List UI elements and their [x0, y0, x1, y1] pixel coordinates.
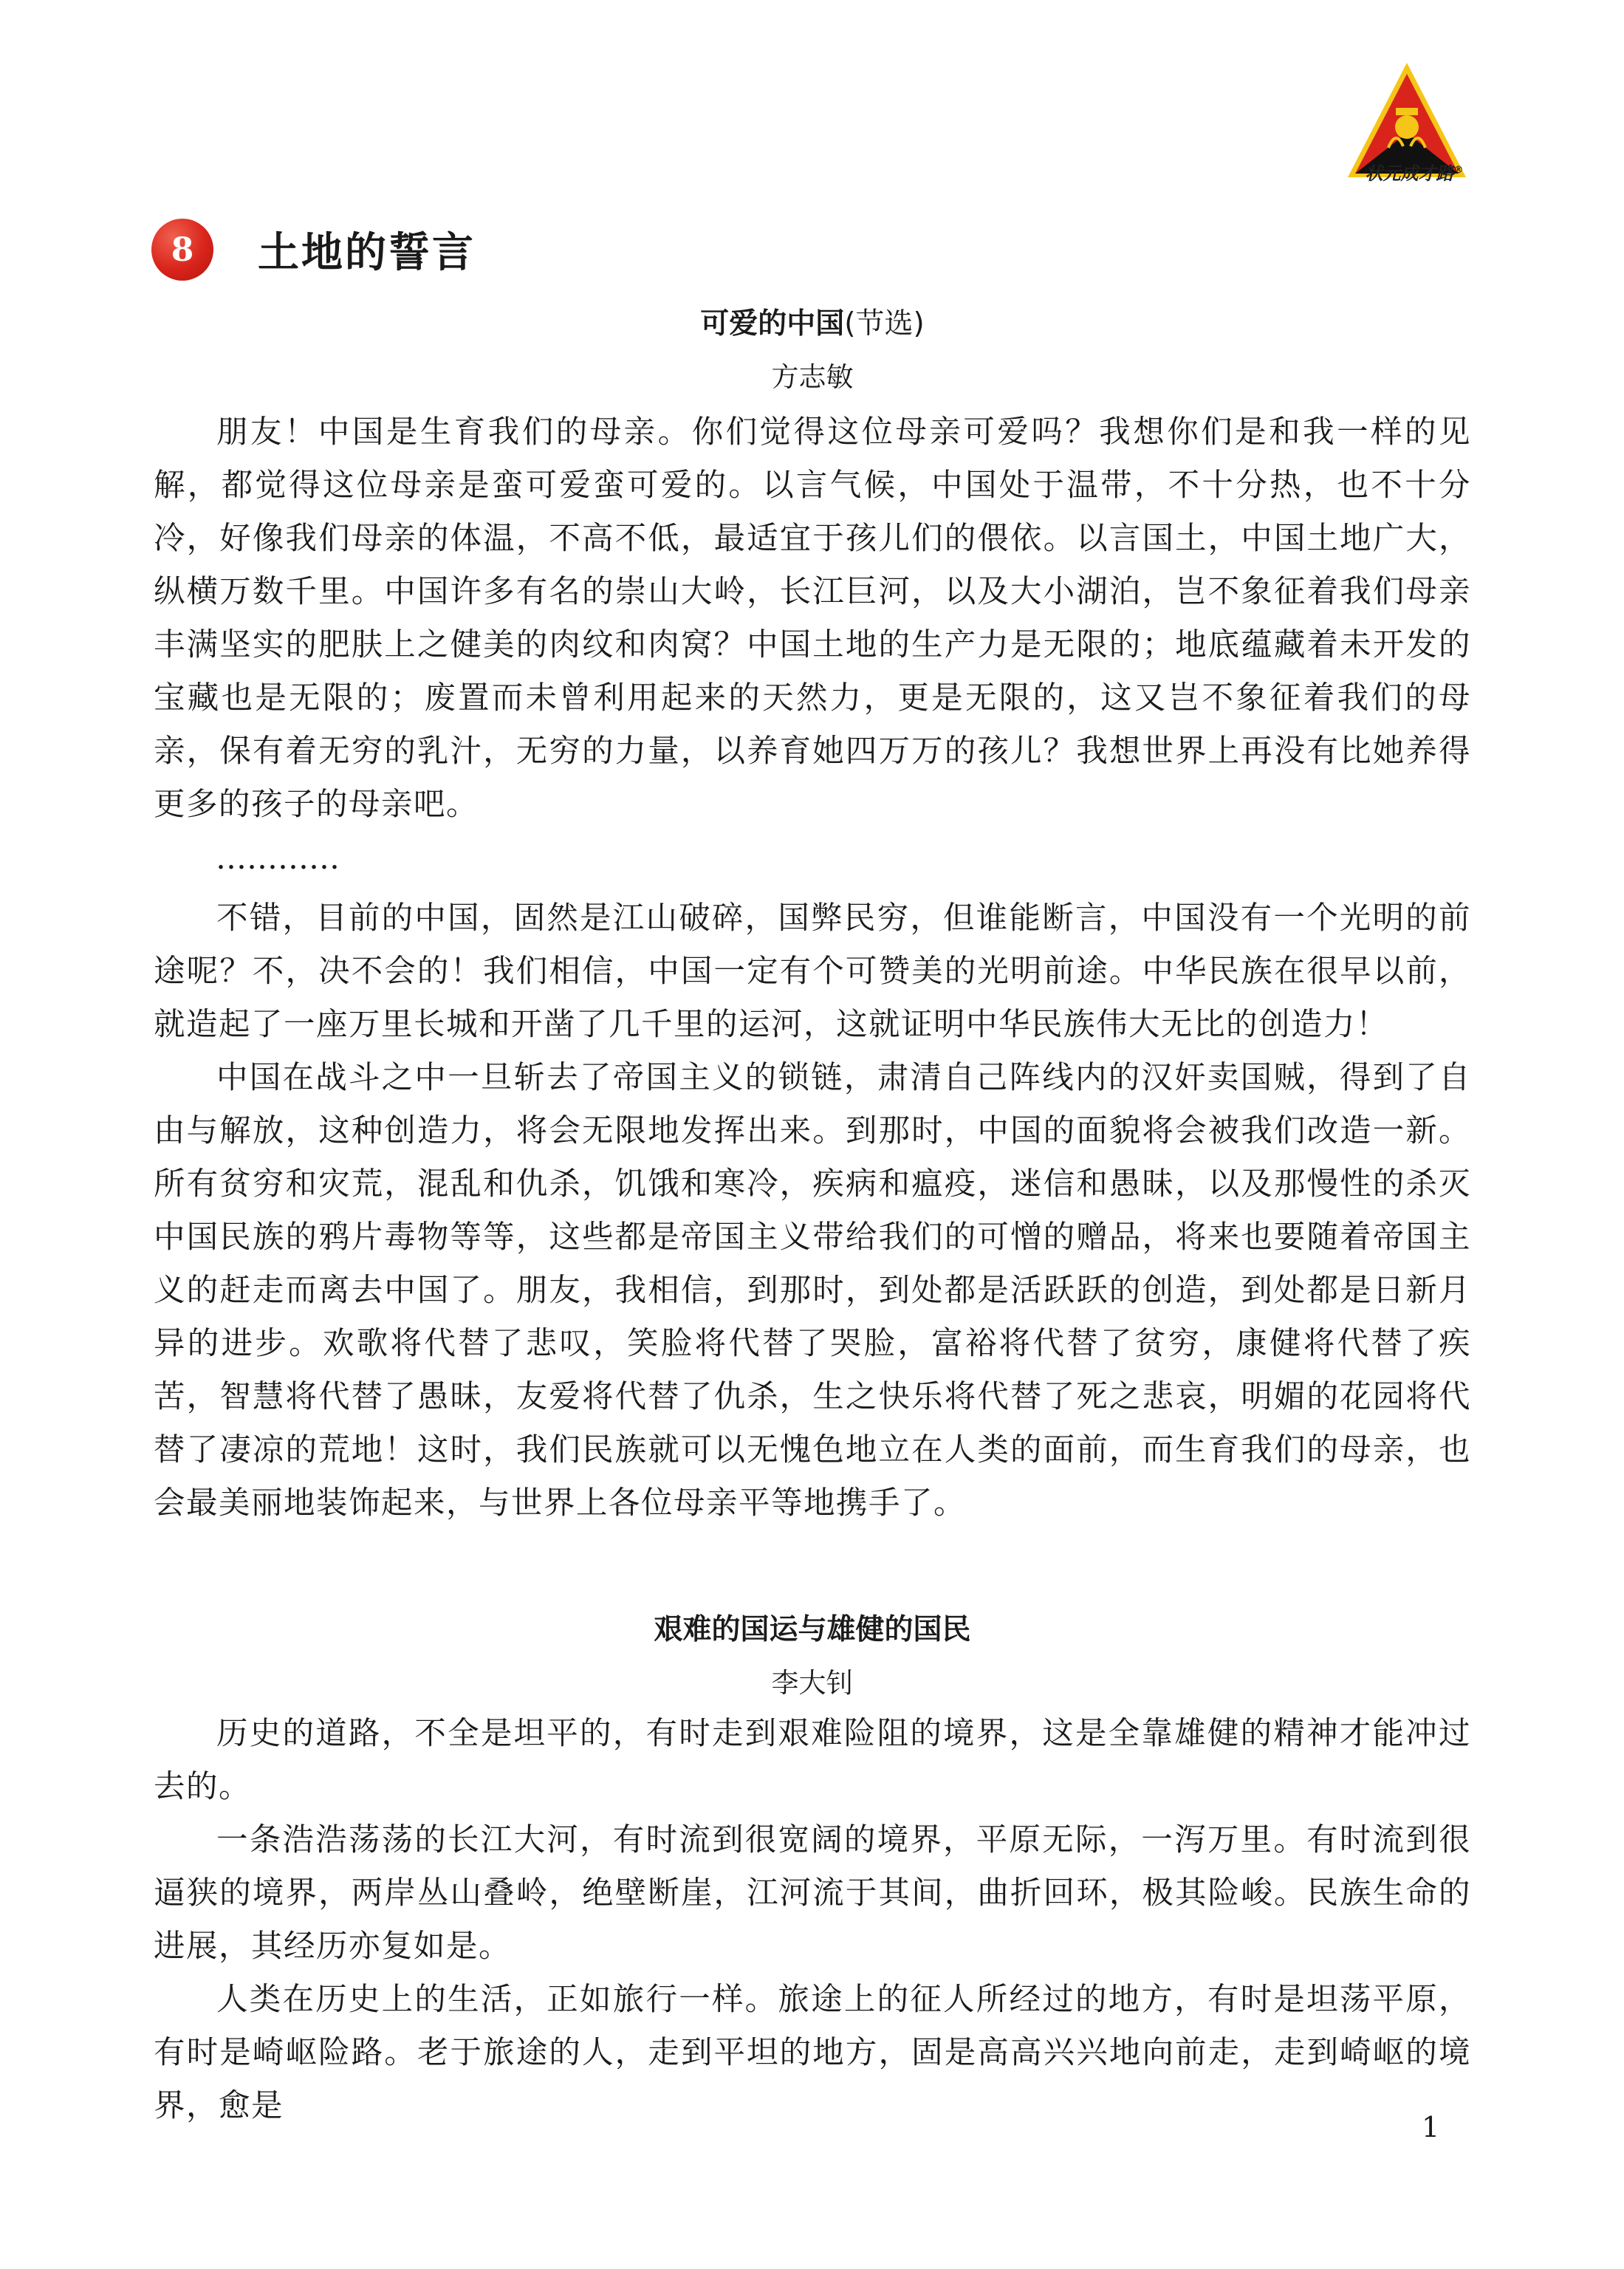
chapter-title: 土地的誓言: [258, 229, 476, 277]
article-title: 可爱的中国(节选): [700, 307, 925, 340]
article-subtitle: (节选): [844, 307, 925, 340]
paragraph: 朋友！中国是生育我们的母亲。你们觉得这位母亲可爱吗？我想你们是和我一样的见解，都觉得这位母亲是蛮可爱蛮可爱的。以言气候，中国处于温带，不十分热，也不十分冷，好像我们母亲的体温，不高不低，最适宜于孩儿们的偎依。以言国土，中国土地广大，纵横万数千里。中国许多有名的崇山大岭，长江巨河，以及大小湖泊，岂不象征着我们母亲丰满坚实的肥肤上之健美的肉纹和肉窝？中国土地的生产力是无限的；地底蕴藏着未开发的宝藏也是无限的；废置而未曾利用起来的天然力，更是无限的，这又岂不象征着我们的母亲，保有着无穷的乳汁，无穷的力量，以养育她四万万的孩儿？我想世界上再没有比她养得更多的孩子的母亲吧。: [154, 414, 1471, 823]
page-number: 1: [1422, 2111, 1440, 2143]
logo-text: 状元成才路®: [1365, 163, 1464, 184]
paragraph: 不错，目前的中国，固然是江山破碎，国弊民穷，但谁能断言，中国没有一个光明的前途呢？不，决不会的！我们相信，中国一定有个可赞美的光明前途。中华民族在很早以前，就造起了一座万里长城和开凿了几千里的运河，这就证明中华民族伟大无比的创造力！: [154, 900, 1471, 1043]
paragraph: 中国在战斗之中一旦斩去了帝国主义的锁链，肃清自己阵线内的汉奸卖国贼，得到了自由与解放，这种创造力，将会无限地发挥出来。到那时，中国的面貌将会被我们改造一新。所有贫穷和灾荒，混乱和仇杀，饥饿和寒冷，疾病和瘟疫，迷信和愚昧，以及那慢性的杀灭中国民族的鸦片毒物等等，这些都是帝国主义带给我们的可憎的赠品，将来也要随着帝国主义的赶走而离去中国了。朋友，我相信，到那时，到处都是活跃跃的创造，到处都是日新月异的进步。欢歌将代替了悲叹，笑脸将代替了哭脸，富裕将代替了贫穷，康健将代替了疾苦，智慧将代替了愚昧，友爱将代替了仇杀，生之快乐将代替了死之悲哀，明媚的花园将代替了凄凉的荒地！这时，我们民族就可以无愧色地立在人类的面前，而生育我们的母亲，也会最美丽地装饰起来，与世界上各位母亲平等地携手了。: [154, 1060, 1471, 1522]
paragraph: 历史的道路，不全是坦平的，有时走到艰难险阻的境界，这是全靠雄健的精神才能冲过去的。: [154, 1716, 1471, 1805]
article-title: 艰难的国运与雄健的国民: [654, 1613, 971, 1646]
paragraph: 人类在历史上的生活，正如旅行一样。旅途上的征人所经过的地方，有时是坦荡平原，有时是崎岖险路。老于旅途的人，走到平坦的地方，固是高高兴兴地向前走，走到崎岖的境界，愈是: [154, 1982, 1471, 2124]
article-author: 李大钊: [771, 1667, 854, 1699]
chapter-header: [151, 216, 476, 284]
article-author: 方志敏: [771, 361, 854, 393]
page-content: [154, 295, 1471, 2133]
paragraph: 一条浩浩荡荡的长江大河，有时流到很宽阔的境界，平原无际，一泻万里。有时流到很逼狭的境界，两岸丛山叠岭，绝壁断崖，江河流于其间，曲折回环，极其险峻。民族生命的进展，其经历亦复如是。: [154, 1822, 1471, 1965]
chapter-number-badge: 8: [151, 219, 213, 281]
ellipsis: …………: [216, 840, 340, 876]
